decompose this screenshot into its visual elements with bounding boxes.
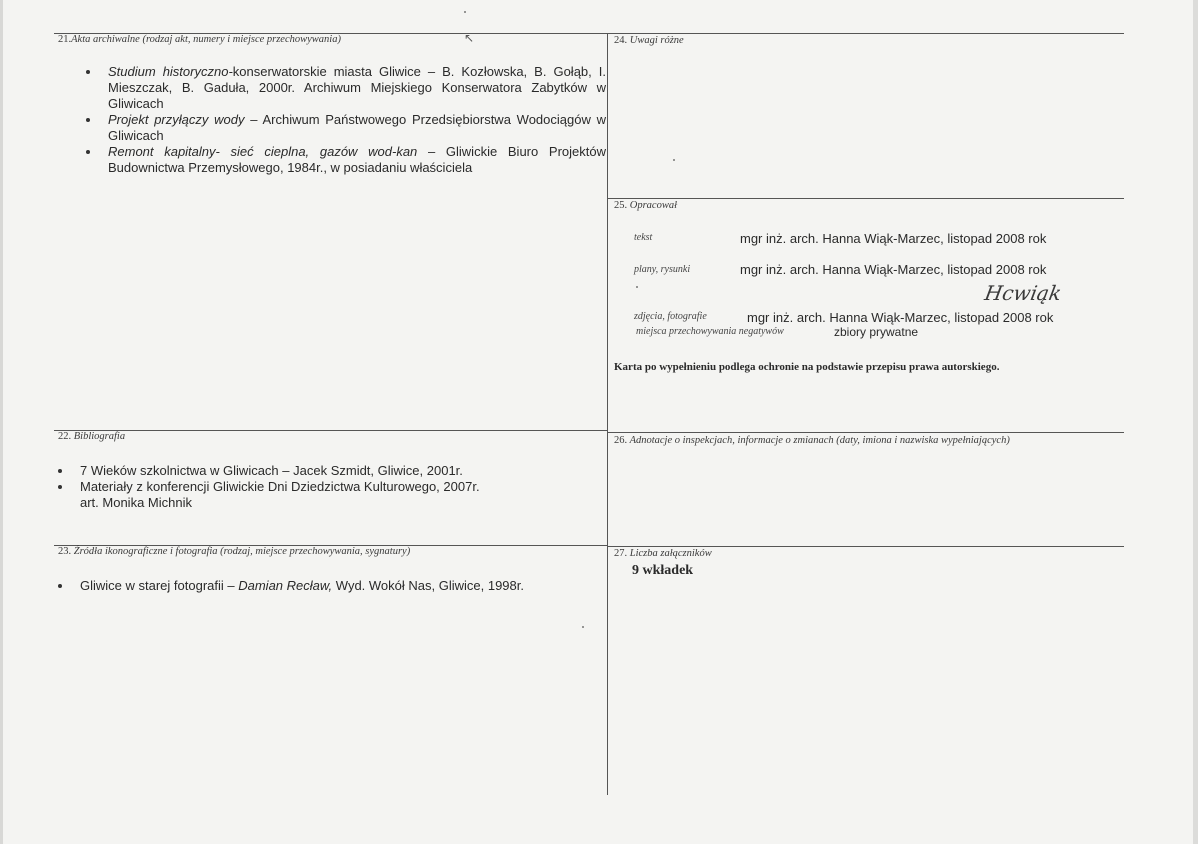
section-23-list bbox=[80, 578, 600, 594]
item-text: – Archiwum Państwowego Przedsiębiorstwa Wodociągów w Gliwicach bbox=[108, 112, 606, 143]
section-25-label bbox=[614, 200, 677, 211]
section-22-number: 22. bbox=[58, 431, 72, 442]
row-value-negatives: zbiory prywatne bbox=[834, 325, 919, 339]
scan-speck bbox=[464, 11, 466, 13]
row-label-negatives: miejsca przechowywania negatywów bbox=[636, 326, 784, 337]
center-divider bbox=[607, 33, 608, 795]
item-text: konserwatorskie miasta Gliwice – B. Kozłowska, B. Gołąb, I. Mieszczak, B. Gaduła, 2000r. Archiwum Miejskiego Konserwatora Zabytków w Gliwicach bbox=[108, 64, 606, 111]
section-21-list bbox=[108, 64, 606, 176]
item-title: Projekt przyłączy wody bbox=[108, 112, 245, 127]
top-border-right bbox=[608, 33, 1124, 34]
section-23-number: 23. bbox=[58, 546, 72, 557]
section-22-label bbox=[58, 431, 125, 442]
section-25-title: Opracował bbox=[629, 200, 677, 211]
item-text: Materiały z konferencji Gliwickie Dni Dziedzictwa Kulturowego, 2007r. bbox=[80, 479, 480, 494]
section-23-title: Źródła ikonograficzne i fotografia (rodzaj, miejsce przechowywania, sygnatury) bbox=[73, 546, 411, 557]
item-publisher: Wyd. Wokół Nas, Gliwice, 1998r. bbox=[332, 578, 524, 593]
divider-21-22 bbox=[54, 430, 608, 431]
row-label-text: tekst bbox=[634, 232, 653, 243]
pen-mark-icon: ↖ bbox=[464, 31, 475, 45]
section-22-title: Bibliografia bbox=[73, 431, 126, 442]
bullet-icon bbox=[58, 584, 62, 588]
item-title: Remont kapitalny- sieć cieplna, gazów wod-kan bbox=[108, 144, 418, 159]
list-item bbox=[108, 112, 606, 144]
section-25-number: 25. bbox=[614, 200, 628, 211]
bullet-icon bbox=[58, 469, 62, 473]
item-text: – Gliwickie Biuro Projektów Budownictwa Przemysłowego, 1984r., w posiadaniu właściciela bbox=[108, 144, 607, 175]
attachments-count: 9 wkładek bbox=[632, 563, 694, 578]
section-22-list bbox=[80, 463, 600, 511]
item-author: Damian Recław, bbox=[238, 578, 333, 593]
section-26-number: 26. bbox=[614, 435, 628, 446]
scan-speck bbox=[673, 159, 675, 161]
item-title: Studium historyczno- bbox=[108, 64, 233, 79]
section-27-label bbox=[614, 548, 712, 559]
section-23-label bbox=[58, 546, 410, 557]
section-27-number: 27. bbox=[614, 548, 628, 559]
item-text: 7 Wieków szkolnictwa w Gliwicach – Jacek Szmidt, Gliwice, 2001r. bbox=[80, 463, 463, 478]
row-value-photos: mgr inż. arch. Hanna Wiąk-Marzec, listopad 2008 rok bbox=[747, 310, 1054, 325]
divider-24-25 bbox=[608, 198, 1124, 199]
scan-edge-right bbox=[1193, 0, 1198, 844]
copyright-note: Karta po wypełnieniu podlega ochronie na podstawie przepisu prawa autorskiego. bbox=[614, 361, 1000, 373]
divider-26-27 bbox=[608, 546, 1124, 547]
list-item bbox=[108, 144, 606, 176]
list-item bbox=[80, 479, 600, 511]
section-24-number: 24. bbox=[614, 35, 628, 46]
bullet-icon bbox=[86, 150, 90, 154]
item-text-line2: art. Monika Michnik bbox=[80, 495, 192, 510]
bullet-icon bbox=[86, 118, 90, 122]
list-item bbox=[108, 64, 606, 112]
row-label-plans: plany, rysunki bbox=[634, 264, 691, 275]
section-27-title: Liczba załączników bbox=[629, 548, 712, 559]
section-21-title: Akta archiwalne (rodzaj akt, numery i miejsce przechowywania) bbox=[71, 34, 341, 45]
bullet-icon bbox=[86, 70, 90, 74]
section-26-title: Adnotacje o inspekcjach, informacje o zmianach (daty, imiona i nazwiska wypełniających) bbox=[629, 435, 1010, 446]
row-value-text: mgr inż. arch. Hanna Wiąk-Marzec, listopad 2008 rok bbox=[740, 231, 1047, 246]
section-26-label bbox=[614, 435, 1010, 446]
list-item bbox=[80, 578, 600, 594]
section-21-label bbox=[58, 34, 341, 45]
row-label-photos: zdjęcia, fotografie bbox=[634, 311, 707, 322]
divider-25-26 bbox=[608, 432, 1124, 433]
signature: Hcwiąk bbox=[982, 281, 1064, 305]
item-text: Gliwice w starej fotografii – bbox=[80, 578, 239, 593]
section-21-number: 21. bbox=[58, 34, 72, 45]
section-24-title: Uwagi różne bbox=[629, 35, 684, 46]
row-value-plans: mgr inż. arch. Hanna Wiąk-Marzec, listopad 2008 rok bbox=[740, 262, 1047, 277]
bullet-icon bbox=[58, 485, 62, 489]
scan-edge-left bbox=[0, 0, 3, 844]
section-24-label bbox=[614, 35, 684, 46]
scan-speck bbox=[636, 286, 638, 288]
list-item bbox=[80, 463, 600, 479]
scan-speck bbox=[582, 626, 584, 628]
